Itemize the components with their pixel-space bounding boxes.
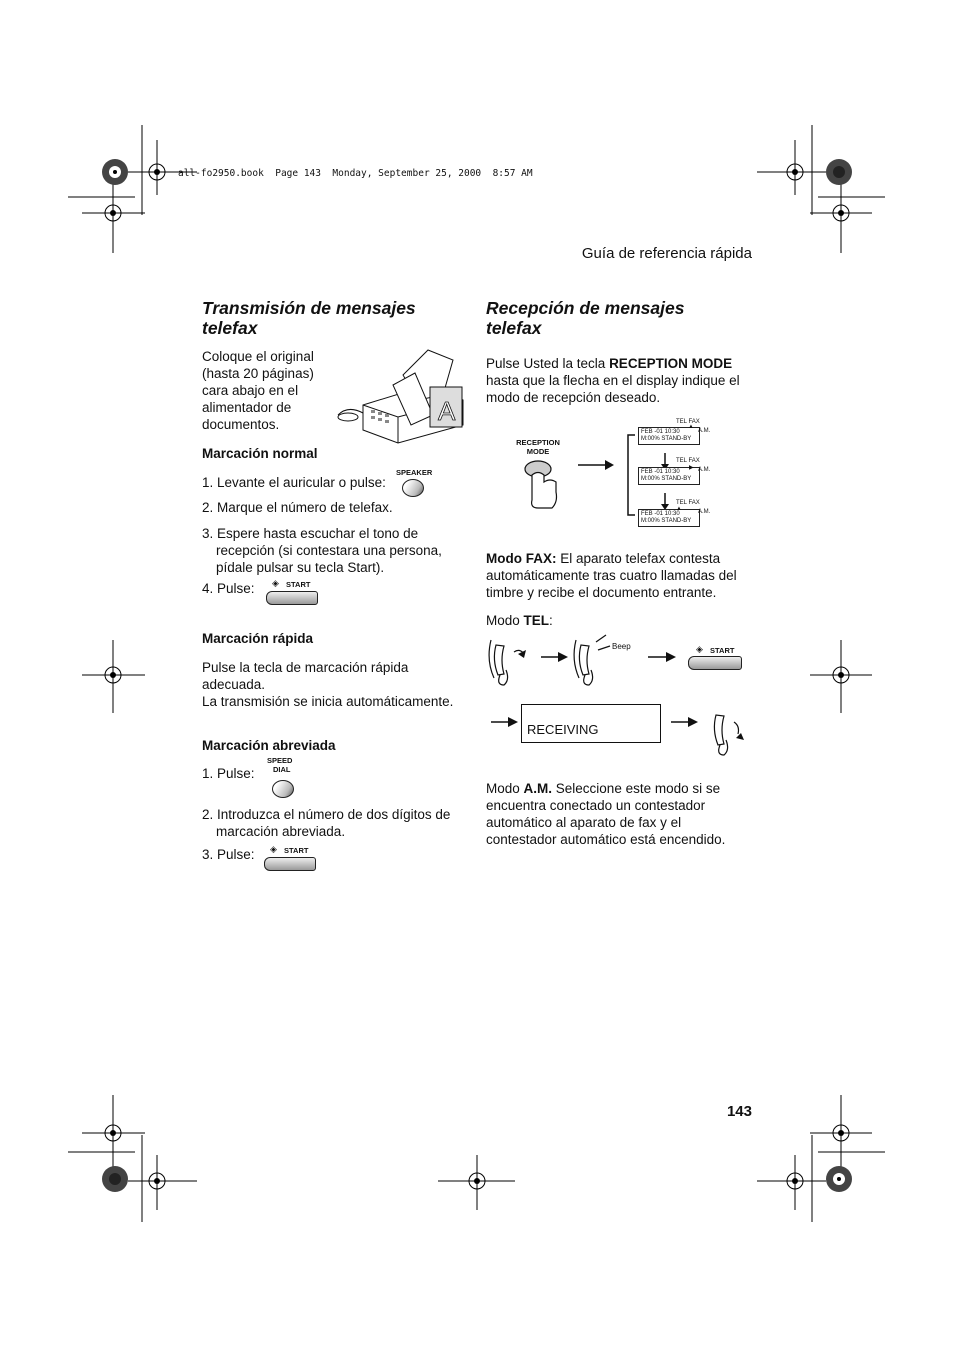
abbrev-step2 bbox=[202, 806, 450, 840]
am-mode-line bbox=[486, 780, 725, 797]
abbrev-step3: 3. Pulse: bbox=[202, 847, 255, 862]
am-mode-line: automático al aparato de fax y el bbox=[486, 815, 682, 830]
am-pre: Modo bbox=[486, 781, 524, 796]
start-icon: ◈ bbox=[696, 644, 703, 654]
intro-line: (hasta 20 páginas) bbox=[202, 366, 314, 381]
intro-line: alimentador de bbox=[202, 400, 292, 415]
tel-bold: TEL bbox=[523, 613, 550, 628]
svg-text:A: A bbox=[438, 396, 456, 426]
arrow-right-icon: ▶ bbox=[689, 465, 694, 471]
step3-line: 3. Espere hasta escuchar el tono de bbox=[202, 526, 419, 541]
step3-line: pídale pulsar su tecla Start). bbox=[216, 560, 385, 575]
step2-line: marcación abreviada. bbox=[216, 824, 346, 839]
right-intro-line: hasta que la flecha en el display indique el bbox=[486, 373, 740, 388]
rapid-line: La transmisión se inicia automáticamente. bbox=[202, 694, 454, 709]
right-title-line1: Recepción de mensajes bbox=[486, 298, 685, 318]
start-label: START bbox=[284, 846, 309, 855]
fax-machine-illustration bbox=[333, 345, 473, 445]
start-label: START bbox=[286, 580, 311, 589]
speed-dial-label bbox=[267, 756, 292, 774]
fax-mode-text bbox=[486, 550, 737, 601]
right-title bbox=[486, 298, 684, 338]
normal-step2: 2. Marque el número de telefax. bbox=[202, 500, 393, 515]
lcd-line1: FEB ‑01 10:30 bbox=[641, 511, 680, 517]
intro-pre: Pulse Usted la tecla bbox=[486, 356, 610, 371]
lcd-display-3 bbox=[638, 509, 700, 527]
fax-mode-line: timbre y recibe el documento entrante. bbox=[486, 585, 717, 600]
right-intro-line: modo de recepción deseado. bbox=[486, 390, 661, 405]
rapid-line: adecuada. bbox=[202, 677, 266, 692]
heading-marcacion-normal: Marcación normal bbox=[202, 446, 318, 461]
tel-post: : bbox=[549, 613, 553, 628]
speed-dial-button[interactable] bbox=[272, 780, 294, 798]
left-intro bbox=[202, 348, 314, 433]
normal-step4: 4. Pulse: bbox=[202, 581, 255, 596]
lcd-line2: M:00% STAND-BY bbox=[641, 518, 692, 524]
am-rest: Seleccione este modo si se bbox=[552, 781, 721, 796]
fax-mode-line bbox=[486, 550, 737, 567]
lcd-am: A.M. bbox=[698, 509, 711, 515]
speaker-button[interactable] bbox=[402, 479, 424, 497]
normal-step3 bbox=[202, 525, 442, 576]
am-mode-line: encuentra conectado un contestador bbox=[486, 798, 706, 813]
lcd-am: A.M. bbox=[698, 428, 711, 434]
speed-label: SPEED bbox=[267, 756, 293, 765]
start-label: START bbox=[710, 646, 735, 655]
rapid-line: Pulse la tecla de marcación rápida bbox=[202, 660, 409, 675]
book-info-line: all-fo2950.book Page 143 Monday, September 25, 2000 8:57 AM bbox=[178, 168, 533, 179]
tel-mode-text bbox=[486, 612, 553, 629]
intro-line: documentos. bbox=[202, 417, 280, 432]
fax-mode-line: automáticamente tras cuatro llamadas del bbox=[486, 568, 737, 583]
speaker-label: SPEAKER bbox=[396, 468, 433, 477]
arrow-up-icon: ▲ bbox=[676, 506, 682, 512]
lcd-line2: M:00% STAND-BY bbox=[641, 476, 692, 482]
reception-label: RECEPTION bbox=[516, 438, 560, 447]
intro-bold: RECEPTION MODE bbox=[609, 356, 733, 371]
intro-line: cara abajo en el bbox=[202, 383, 299, 398]
arrow-up-icon: ▲ bbox=[688, 424, 694, 430]
beep-label: Beep bbox=[612, 642, 631, 651]
right-title-line2: telefax bbox=[486, 318, 542, 338]
tel-pre: Modo bbox=[486, 613, 524, 628]
lcd-line2: M:00% STAND-BY bbox=[641, 436, 692, 442]
lcd-line1: FEB ‑01 10:30 bbox=[641, 429, 680, 435]
right-intro bbox=[486, 355, 740, 406]
step3-line: recepción (si contestara una persona, bbox=[216, 543, 442, 558]
am-mode-line: contestador automático está encendido. bbox=[486, 832, 726, 847]
lcd-tel-fax: TEL FAX bbox=[676, 458, 700, 464]
heading-marcacion-rapida: Marcación rápida bbox=[202, 631, 314, 646]
lcd-am: A.M. bbox=[698, 467, 711, 473]
lcd-line1: FEB ‑01 10:30 bbox=[641, 469, 680, 475]
normal-step1: 1. Levante el auricular o pulse: bbox=[202, 475, 386, 490]
lcd-tel-fax: TEL FAX bbox=[676, 500, 700, 506]
section-title: Guía de referencia rápida bbox=[581, 245, 752, 262]
mode-label: MODE bbox=[526, 447, 550, 456]
receiving-display bbox=[521, 704, 661, 743]
intro-line: Coloque el original bbox=[202, 349, 314, 364]
fax-mode-bold: Modo FAX: bbox=[486, 551, 557, 566]
dial-label: DIAL bbox=[272, 765, 291, 774]
page-number: 143 bbox=[726, 1103, 752, 1120]
left-title-line1: Transmisión de mensajes bbox=[202, 298, 416, 318]
am-bold: A.M. bbox=[523, 781, 553, 796]
left-title bbox=[202, 298, 416, 338]
abbrev-step1: 1. Pulse: bbox=[202, 766, 255, 781]
right-intro-line bbox=[486, 355, 740, 372]
start-button[interactable] bbox=[688, 656, 742, 670]
heading-marcacion-abreviada: Marcación abreviada bbox=[202, 738, 336, 753]
start-button[interactable] bbox=[266, 591, 318, 605]
am-mode-text bbox=[486, 780, 725, 848]
rapid-text bbox=[202, 659, 453, 710]
fax-mode-rest: El aparato telefax contesta bbox=[556, 551, 721, 566]
receiving-text: RECEIVING bbox=[527, 722, 599, 737]
start-button[interactable] bbox=[264, 857, 316, 871]
left-title-line2: telefax bbox=[202, 318, 258, 338]
step2-line: 2. Introduzca el número de dos dígitos de bbox=[202, 807, 451, 822]
lcd-tel-fax: TEL FAX bbox=[676, 419, 700, 425]
start-icon: ◈ bbox=[272, 578, 279, 588]
start-icon: ◈ bbox=[270, 844, 277, 854]
